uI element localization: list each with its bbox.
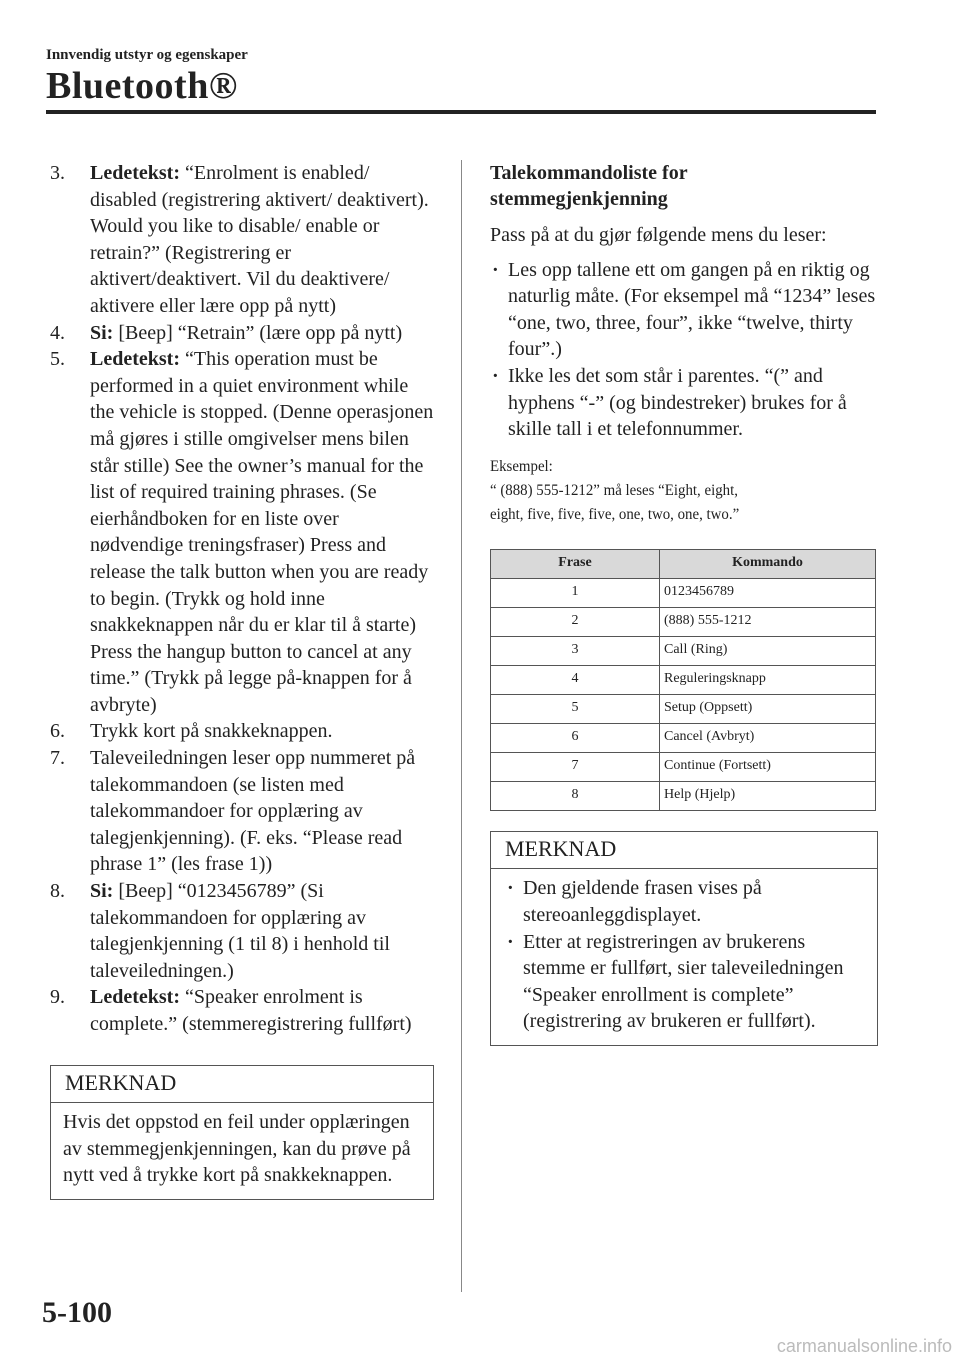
section-label: Innvendig utstyr og egenskaper	[46, 47, 248, 63]
step-number: 6.	[50, 720, 65, 743]
right-column	[490, 160, 878, 1046]
table-cell: 2	[491, 607, 660, 636]
step-number: 5.	[50, 348, 65, 371]
note-title: MERKNAD	[51, 1066, 433, 1104]
note-list	[505, 875, 865, 1035]
table-cell: 8	[491, 781, 660, 810]
intro-text: Pass på at du gjør følgende mens du leser:	[490, 224, 827, 246]
command-table	[490, 549, 876, 811]
step-5	[50, 346, 434, 718]
table-row	[491, 723, 876, 752]
note-box-left	[50, 1065, 434, 1200]
table-cell: 0123456789	[660, 578, 876, 607]
table-row	[491, 694, 876, 723]
table-header-row	[491, 549, 876, 578]
example-block	[490, 455, 851, 527]
table-cell: 3	[491, 636, 660, 665]
step-9	[50, 984, 434, 1037]
list-item: · Den gjeldende frasen vises på stereoanleggdisplayet.	[505, 875, 865, 928]
step-text: [Beep] “Retrain” (lære opp på nytt)	[113, 321, 403, 344]
table-cell: (888) 555-1212	[660, 607, 876, 636]
steps-list	[50, 160, 434, 1038]
list-item: · Les opp tallene ett om gangen på en riktig og naturlig måte. (For eksempel må “1234” leses “one, two, three, four”, ikke “twelve, thirty four”.)	[490, 257, 878, 363]
step-number: 7.	[50, 747, 65, 770]
step-label: Ledetekst:	[90, 986, 180, 1009]
step-text: “Enrolment is enabled/ disabled (registrering aktivert/ deaktivert). Would you like to disable/ enable or retrain?” (Registrering er aktivert/deaktivert. Vil du deaktivere/ aktivere eller lære opp på nytt)	[90, 162, 429, 317]
table-row	[491, 578, 876, 607]
left-column	[50, 160, 434, 1200]
step-8	[50, 878, 434, 984]
example-line: eight, five, five, five, one, two, one, two.”	[490, 505, 740, 523]
table-cell: Continue (Fortsett)	[660, 752, 876, 781]
table-cell: 1	[491, 578, 660, 607]
table-row	[491, 752, 876, 781]
step-label: Ledetekst:	[90, 348, 180, 371]
heading-line-2: stemmegjenkjenning	[490, 188, 668, 210]
step-label: Si:	[90, 321, 114, 344]
step-text: [Beep] “0123456789” (Si talekommandoen for opplæring av talegjenkjenning (1 til 8) i henhold til taleveiledningen.)	[90, 880, 390, 982]
list-item: · Etter at registreringen av brukerens stemme er fullført, sier taleveiledningen “Speaker enrollment is complete” (registrering av brukeren er fullført).	[505, 929, 865, 1035]
watermark: carmanualsonline.info	[776, 1336, 952, 1356]
step-number: 4.	[50, 321, 65, 344]
table-row	[491, 781, 876, 810]
step-text: “Speaker enrolment is complete.” (stemmeregistrering fullført)	[90, 986, 412, 1035]
table-cell: Cancel (Avbryt)	[660, 723, 876, 752]
table-row	[491, 665, 876, 694]
table-row	[491, 636, 876, 665]
heading-line-1: Talekommandoliste for	[490, 162, 688, 184]
table-cell: 5	[491, 694, 660, 723]
instructions-list	[490, 257, 878, 443]
step-text: “This operation must be performed in a quiet environment while the vehicle is stopped. (Denne operasjonen må gjøres i stille omgivelser mens bilen står stille) See the owner’s manual for the list of required training phrases. (Se eierhåndboken for en liste over nødvendige treningsfraser) Press and release the talk button when you are ready to begin. (Trykk og hold inne snakkeknappen når du er klar til å starte) Press the hangup button to cancel at any time.” (Trykk på legge på-knappen for å avbryte)	[90, 348, 434, 716]
step-label: Ledetekst:	[90, 162, 180, 184]
column-header: Kommando	[660, 549, 876, 578]
step-text: Trykk kort på snakkeknappen.	[90, 720, 333, 743]
column-divider	[461, 160, 462, 1292]
step-number: 3.	[50, 162, 65, 184]
column-header: Frase	[491, 549, 660, 578]
step-text: Taleveiledningen leser opp nummeret på talekommandoen (se listen med talekommandoer for opplæring av talegjenkjenning). (F. eks. “Please read phrase 1” (les frase 1))	[90, 747, 416, 876]
step-4	[50, 320, 434, 347]
table-cell: Reguleringsknapp	[660, 665, 876, 694]
example-line: “ (888) 555-1212” må leses “Eight, eight,	[490, 481, 738, 499]
table-cell: Setup (Oppsett)	[660, 694, 876, 723]
table-cell: 7	[491, 752, 660, 781]
table-cell: 4	[491, 665, 660, 694]
step-3	[50, 160, 434, 320]
note-text: Hvis det oppstod en feil under opplæringen av stemmegjenkjenningen, kan du prøve på nytt ved å trykke kort på snakkeknappen.	[63, 1111, 411, 1187]
step-7	[50, 745, 434, 878]
step-label: Si:	[90, 880, 114, 903]
page-title: Bluetooth®	[46, 65, 238, 107]
table-row	[491, 607, 876, 636]
title-rule	[46, 110, 876, 114]
example-label: Eksempel:	[490, 457, 553, 475]
page-number: 5-100	[42, 1296, 112, 1329]
section-heading	[490, 160, 878, 212]
list-item: · Ikke les det som står i parentes. “(” and hyphens “-” (og bindestreker) brukes for å skille tall i et telefonnummer.	[490, 363, 878, 443]
note-box-right	[490, 831, 878, 1046]
table-cell: Call (Ring)	[660, 636, 876, 665]
step-number: 8.	[50, 880, 65, 903]
note-title: MERKNAD	[491, 832, 877, 870]
step-6	[50, 718, 434, 745]
table-cell: 6	[491, 723, 660, 752]
note-body	[491, 869, 877, 1045]
table-cell: Help (Hjelp)	[660, 781, 876, 810]
step-number: 9.	[50, 986, 65, 1009]
